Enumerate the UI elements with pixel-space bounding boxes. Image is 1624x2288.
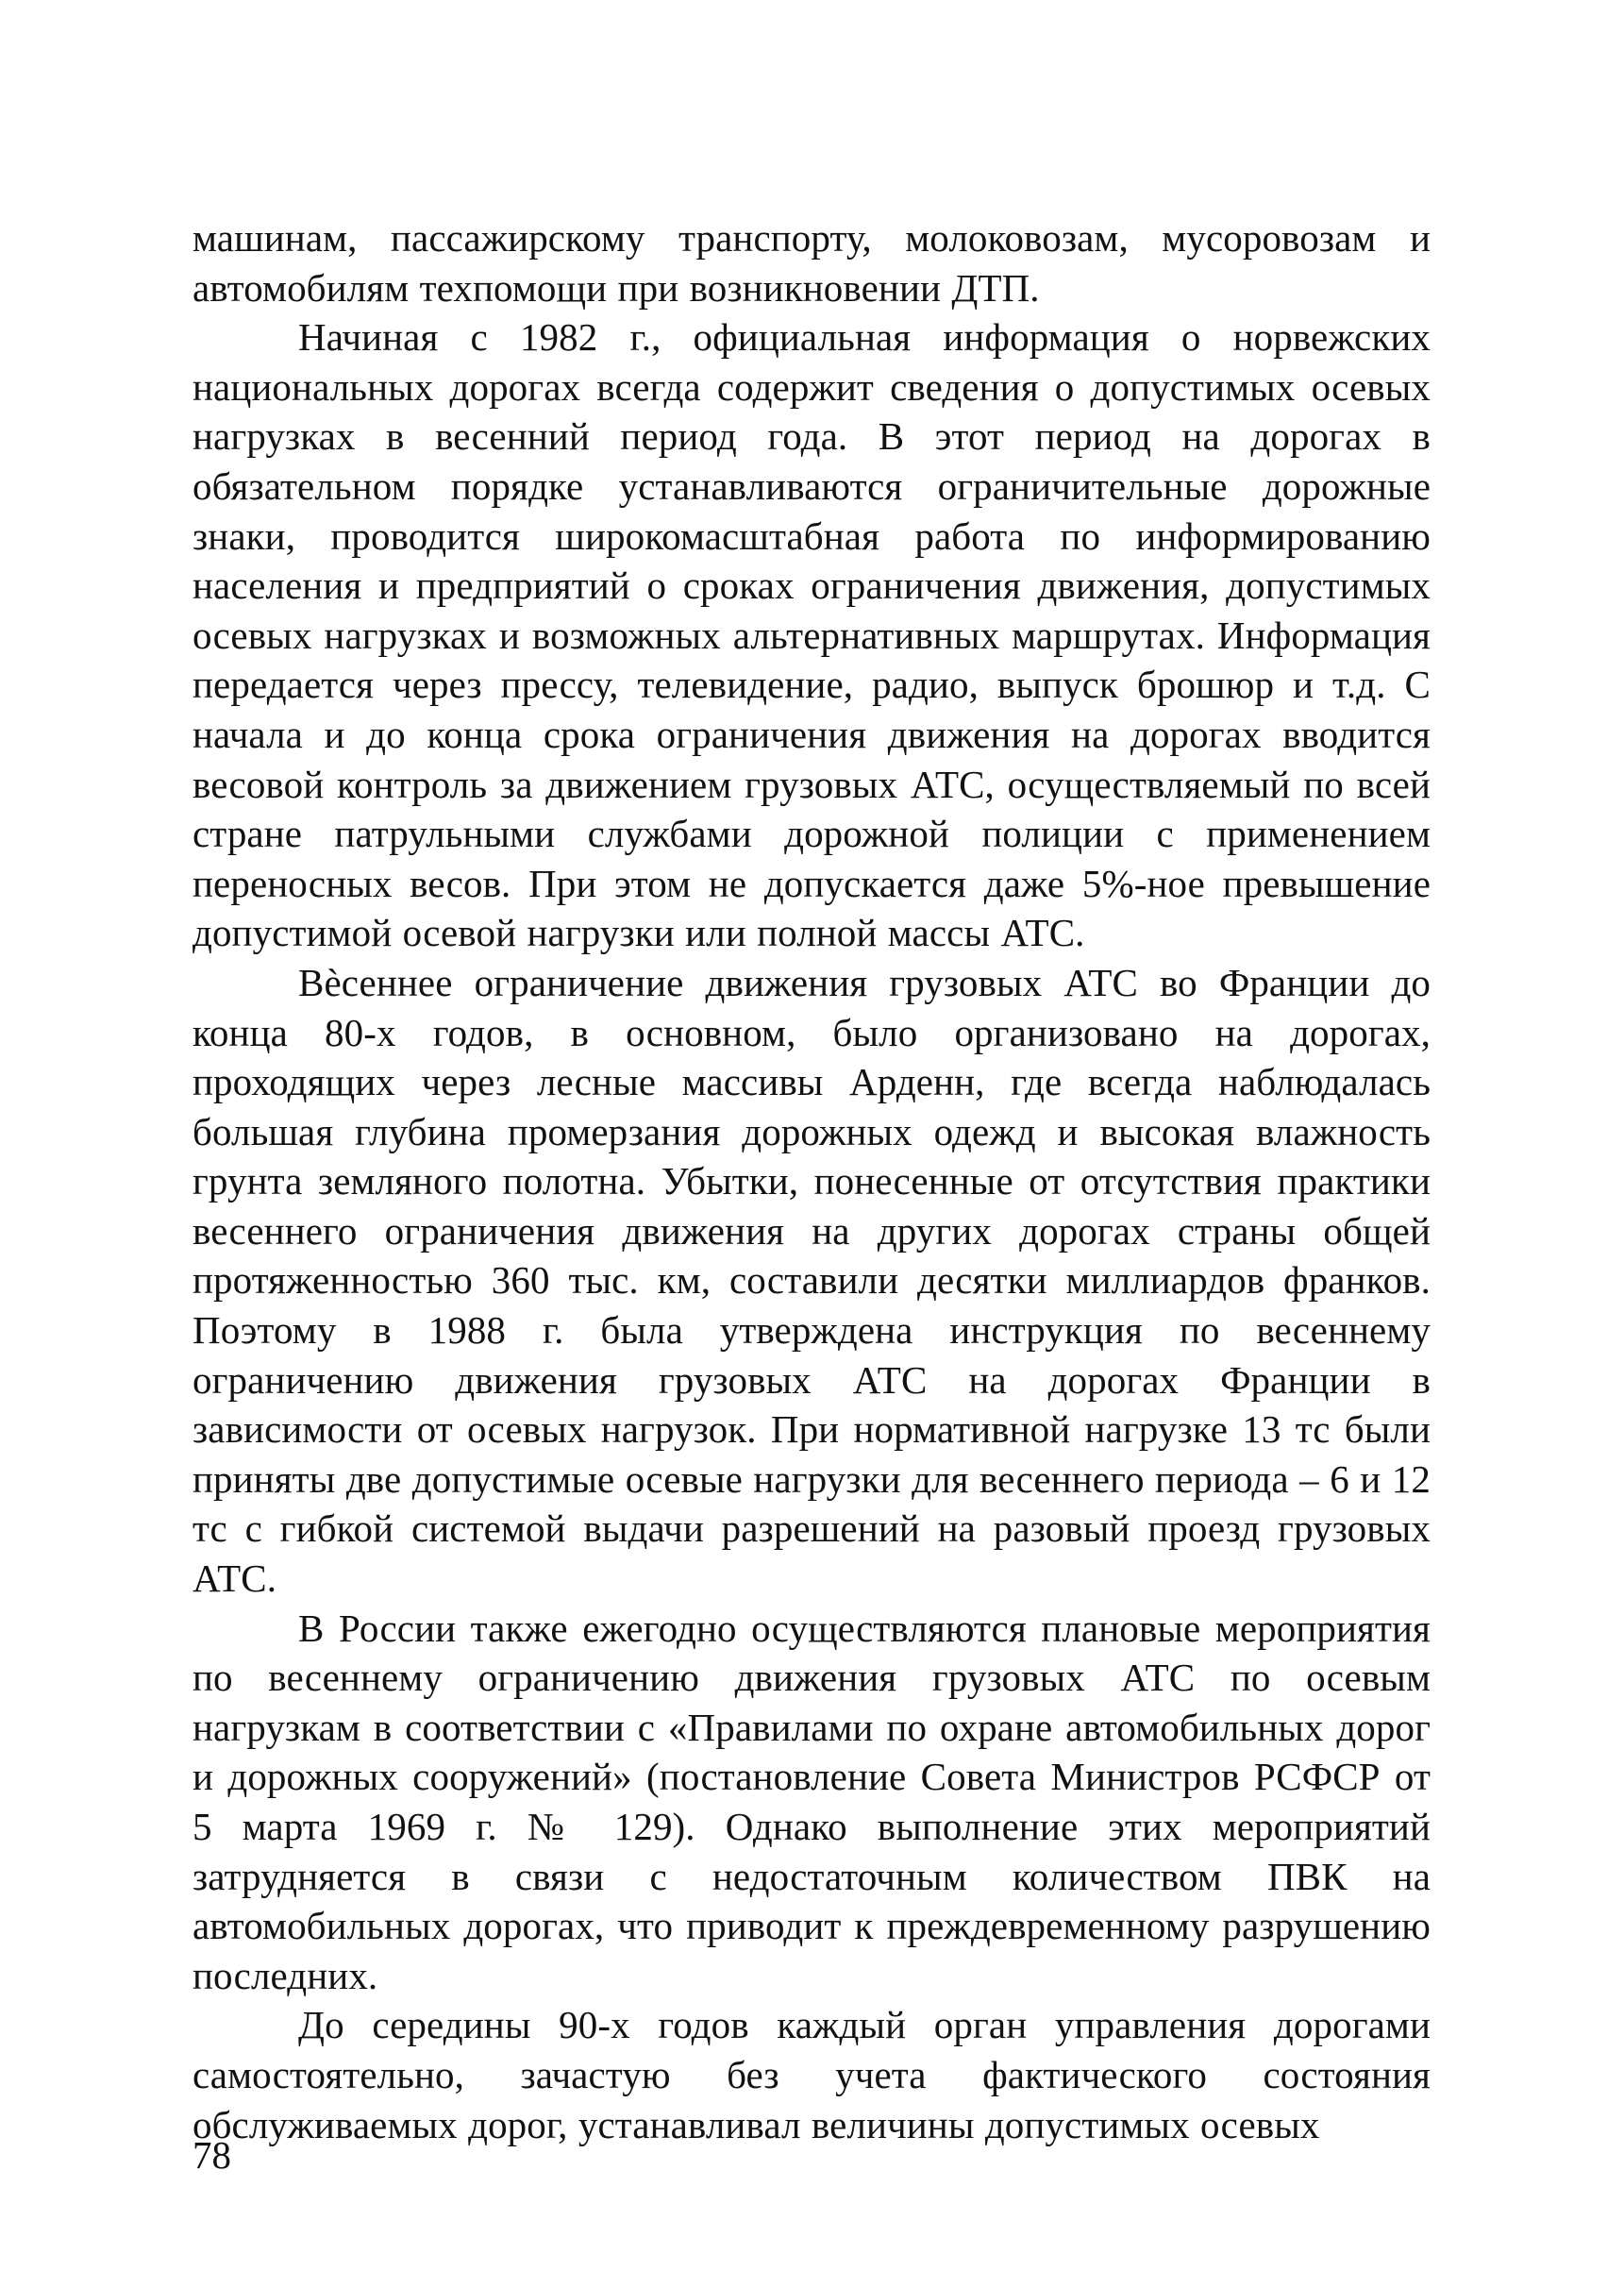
- paragraph-norway: Начиная с 1982 г., официальная информация о норвежских национальных дорогах всегда содержит сведения о допустимых осевых нагрузках в весенний период года. В этот период на дорогах в обязательном порядке устанавливаются ограничительные дорожные знаки, проводится широкомасштабная работа по информированию населения и предприятий о сроках ограничения движения, допустимых осевых нагрузках и возможных альтернативных маршрутах. Информация передается через прессу, телевидение, радио, выпуск брошюр и т.д. С начала и до конца срока ограничения движения на дорогах вводится весовой контроль за движением грузовых АТС, осуществляемый по всей стране патрульными службами дорожной полиции с применением переносных весов. При этом не допускается даже 5%-ное превышение допустимой осевой нагрузки или полной массы АТС.: [193, 315, 1431, 955]
- paragraph-continuation: машинам, пассажирскому транспорту, молоковозам, мусоровозам и автомобилям техпомощи при возникновении ДТП.: [193, 216, 1431, 310]
- paragraph-france: Вѐсеннее ограничение движения грузовых АТС во Франции до конца 80-х годов, в основном, было организовано на дорогах, проходящих через лесные массивы Арденн, где всегда наблюдалась большая глубина промерзания дорожных одежд и высокая влажность грунта земляного полотна. Убытки, понесенные от отсутствия практики весеннего ограничения движения на других дорогах страны общей протяженностью 360 тыс. км, составили десятки миллиардов франков. Поэтому в 1988 г. была утверждена инструкция по весеннему ограничению движения грузовых АТС на дорогах Франции в зависимости от осевых нагрузок. При нормативной нагрузке 13 тс были приняты две допустимые осевые нагрузки для весеннего периода – 6 и 12 тс с гибкой системой выдачи разрешений на разовый проезд грузовых АТС.: [193, 960, 1431, 1601]
- body-text: [193, 213, 1431, 2149]
- paragraph-russia: В России также ежегодно осуществляются плановые мероприятия по весеннему ограничению движения грузовых АТС по осевым нагрузкам в соответствии с «Правилами по охране автомобильных дорог и дорожных сооружений» (постановление Совета Министров РСФСР от 5 марта 1969 г. № 129). Однако выполнение этих мероприятий затрудняется в связи с недостаточным количеством ПВК на автомобильных дорогах, что приводит к преждевременному разрушению последних.: [193, 1606, 1431, 1997]
- page-number: 78: [193, 2133, 231, 2177]
- paragraph-nineties: До середины 90-х годов каждый орган управления дорогами самостоятельно, зачастую без учета фактического состояния обслуживаемых дорог, устанавливал величины допустимых осевых: [193, 2003, 1431, 2146]
